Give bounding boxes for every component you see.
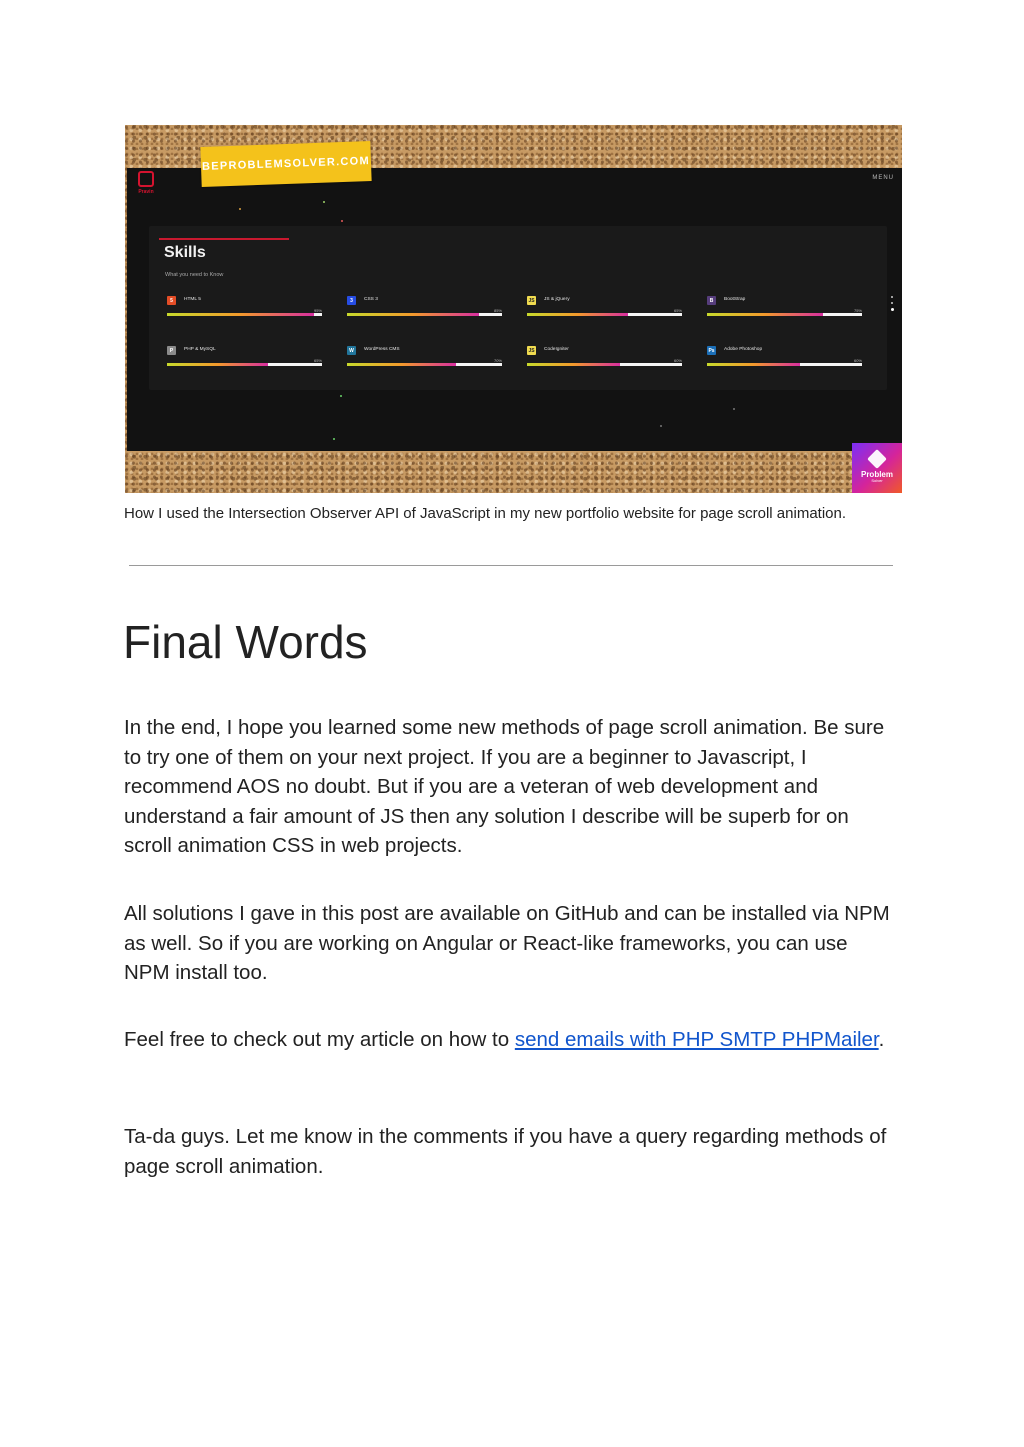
skill-percent: 60% (853, 358, 862, 363)
skill-progress-fill (527, 363, 620, 366)
particle-dot (341, 220, 343, 222)
skill-item (707, 346, 862, 368)
particle-dot (733, 408, 735, 410)
skill-progress-fill (167, 313, 314, 316)
skill-name: HTML 5 (184, 297, 201, 302)
photoshop-icon: Ps (708, 347, 715, 354)
php-icon: P (167, 346, 176, 355)
skill-progress-track (167, 313, 322, 316)
skill-progress-fill (527, 313, 628, 316)
menu-label: MENU (872, 175, 894, 181)
skills-panel (149, 226, 887, 390)
skill-item (527, 296, 682, 318)
skill-percent: 65% (313, 358, 322, 363)
bootstrap-icon: B (707, 296, 716, 305)
skill-percent: 65% (673, 308, 682, 313)
skill-item (167, 346, 322, 368)
section-heading: Final Words (123, 616, 368, 668)
skill-percent: 60% (673, 358, 682, 363)
skill-percent: 70% (493, 358, 502, 363)
figure-caption: How I used the Intersection Observer API of JavaScript in my new portfolio website for page scroll animation. (124, 505, 847, 522)
skill-name: Adobe Photoshop (724, 347, 763, 352)
skill-name: PHP & MySQL (184, 347, 216, 352)
particle-dot (340, 395, 342, 397)
skill-progress-fill (707, 313, 823, 316)
skill-progress-track (707, 363, 862, 366)
skill-progress-track (167, 363, 322, 366)
logo-text: Pravin (138, 189, 154, 195)
skill-progress-fill (347, 363, 456, 366)
skill-progress-track (707, 313, 862, 316)
skill-percent: 95% (313, 308, 322, 313)
link-lead-text: Feel free to check out my article on how to (124, 1028, 515, 1051)
nav-dot[interactable] (891, 296, 893, 298)
skill-name: BootStrap (724, 297, 746, 302)
cube-logo-icon (867, 449, 887, 469)
badge-title: Problem (860, 470, 893, 480)
skill-item (347, 296, 502, 318)
skill-percent: 85% (493, 308, 502, 313)
paragraph-article-link (124, 1025, 894, 1055)
problem-solver-badge (852, 443, 902, 493)
site-logo (135, 171, 157, 199)
javascript-icon: JS (528, 297, 535, 304)
article-figure (125, 125, 902, 493)
skill-progress-track (347, 313, 502, 316)
link-trail-text: . (878, 1028, 885, 1051)
skill-item (527, 346, 682, 368)
codeigniter-icon: JS (528, 347, 535, 354)
nav-dot[interactable] (891, 302, 893, 304)
html5-icon: 5 (167, 296, 176, 305)
skill-progress-fill (707, 363, 800, 366)
portfolio-screenshot (127, 168, 902, 451)
particle-dot (333, 438, 335, 440)
badge-subtitle: Solver (871, 478, 883, 484)
css3-icon: 3 (347, 296, 356, 305)
skill-name: CodeIgniter (544, 347, 569, 352)
skill-progress-track (347, 363, 502, 366)
skill-progress-track (527, 313, 682, 316)
brand-tag: BEPROBLEMSOLVER.COM (200, 141, 371, 187)
skill-progress-fill (347, 313, 479, 316)
skill-progress-track (527, 363, 682, 366)
paragraph-conclusion: In the end, I hope you learned some new methods of page scroll animation. Be sure to try one of them on your next project. If you are a beginner to Javascript, I recommend AOS no doubt. But if you are a veteran of web development and understand a fair amount of JS then any solution I describe will be superb for on scroll animation CSS in web projects. (124, 716, 885, 857)
skill-progress-fill (167, 363, 268, 366)
particle-dot (323, 201, 325, 203)
skill-item (707, 296, 862, 318)
wordpress-icon: W (347, 346, 356, 355)
nav-dot-active[interactable] (891, 308, 894, 311)
skill-item (347, 346, 502, 368)
skill-name: JS & jQuery (544, 297, 570, 302)
skills-subtitle: What you need to Know (165, 272, 224, 278)
particle-dot (660, 425, 662, 427)
particle-dot (239, 208, 241, 210)
skill-name: WordPress CMS (364, 347, 400, 352)
skill-name: CSS 3 (364, 297, 378, 302)
skills-accent-line (159, 238, 289, 240)
skill-item (167, 296, 322, 318)
skill-percent: 75% (853, 308, 862, 313)
section-dots-nav[interactable] (891, 296, 894, 311)
phpmailer-article-link[interactable]: send emails with PHP SMTP PHPMailer (514, 1028, 879, 1051)
paragraph-outro: Ta-da guys. Let me know in the comments if you have a query regarding methods of page scroll animation. (124, 1125, 887, 1178)
logo-mark-icon (138, 171, 154, 187)
section-divider (129, 565, 893, 566)
skills-title: Skills (164, 244, 206, 261)
paragraph-github: All solutions I gave in this post are available on GitHub and can be installed via NPM as well. So if you are working on Angular or React-like frameworks, you can use NPM install too. (124, 902, 890, 984)
